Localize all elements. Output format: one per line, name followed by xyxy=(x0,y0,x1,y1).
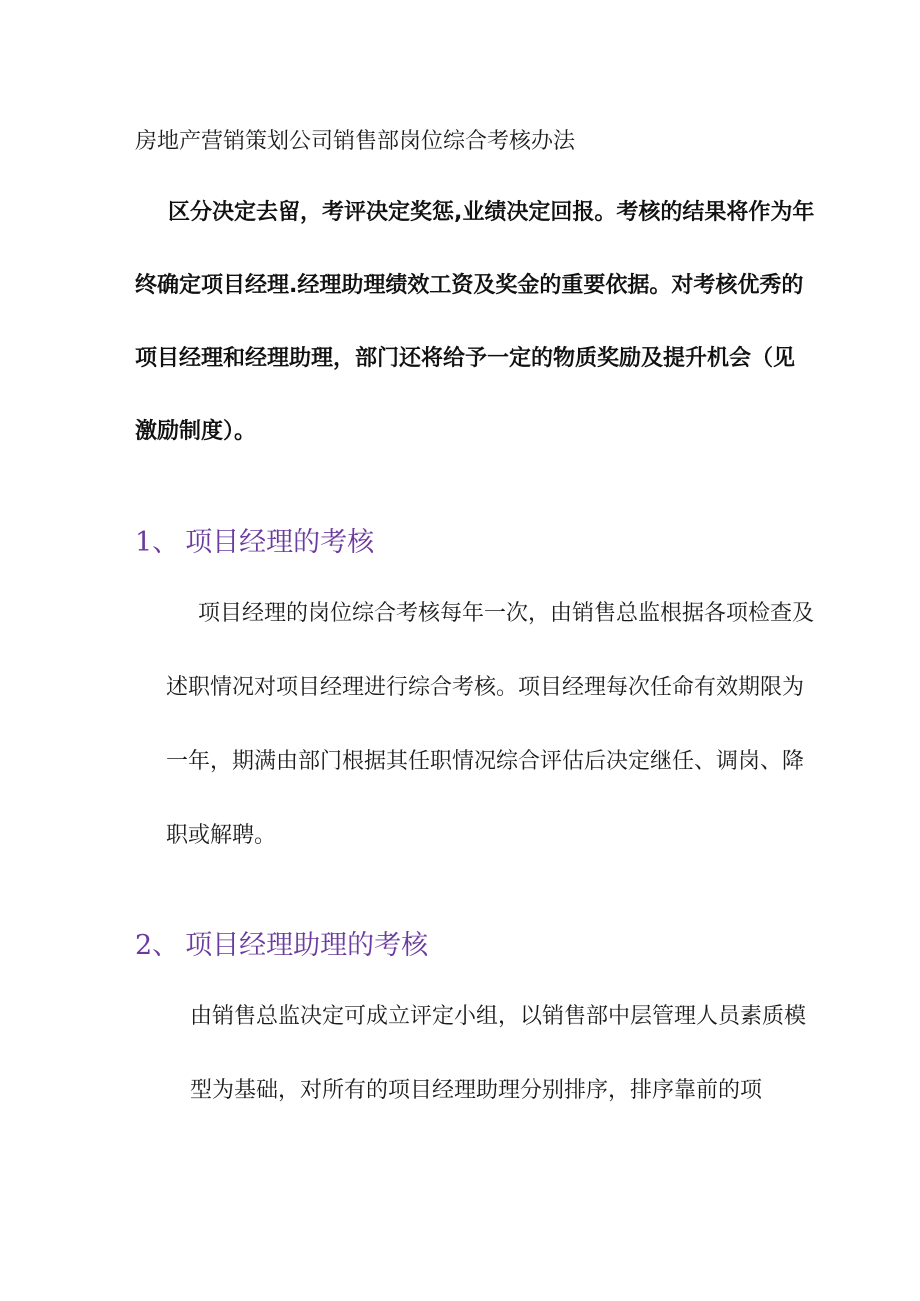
intro-line-1: 区分决定去留，考评决定奖惩,业绩决定回报。考核的结果将作为年 xyxy=(168,200,815,225)
section-1-line-4: 职或解聘。 xyxy=(166,823,277,848)
section-1-line-1: 项目经理的岗位综合考核每年一次，由销售总监根据各项检查及 xyxy=(198,601,815,626)
section-2-heading xyxy=(135,932,428,959)
section-2-number: 2、 xyxy=(135,930,180,961)
section-1-line-2: 述职情况对项目经理进行综合考核。项目经理每次任命有效期限为 xyxy=(166,675,805,700)
section-2-title: 项目经理助理的考核 xyxy=(185,930,429,961)
intro-line-3: 项目经理和经理助理，部门还将给予一定的物质奖励及提升机会（见 xyxy=(135,346,796,371)
section-1-line-3: 一年，期满由部门根据其任职情况综合评估后决定继任、调岗、降 xyxy=(166,749,805,774)
section-1-title: 项目经理的考核 xyxy=(185,527,375,558)
section-2-line-2: 型为基础，对所有的项目经理助理分别排序，排序靠前的项 xyxy=(190,1078,763,1103)
intro-line-2: 终确定项目经理.经理助理绩效工资及奖金的重要依据。对考核优秀的 xyxy=(135,273,804,298)
section-1-number: 1、 xyxy=(135,527,180,558)
section-2-line-1: 由销售总监决定可成立评定小组，以销售部中层管理人员素质模 xyxy=(190,1004,807,1029)
section-1-heading xyxy=(135,529,374,556)
intro-line-4: 激励制度）。 xyxy=(135,419,257,444)
document-title: 房地产营销策划公司销售部岗位综合考核办法 xyxy=(135,129,576,154)
